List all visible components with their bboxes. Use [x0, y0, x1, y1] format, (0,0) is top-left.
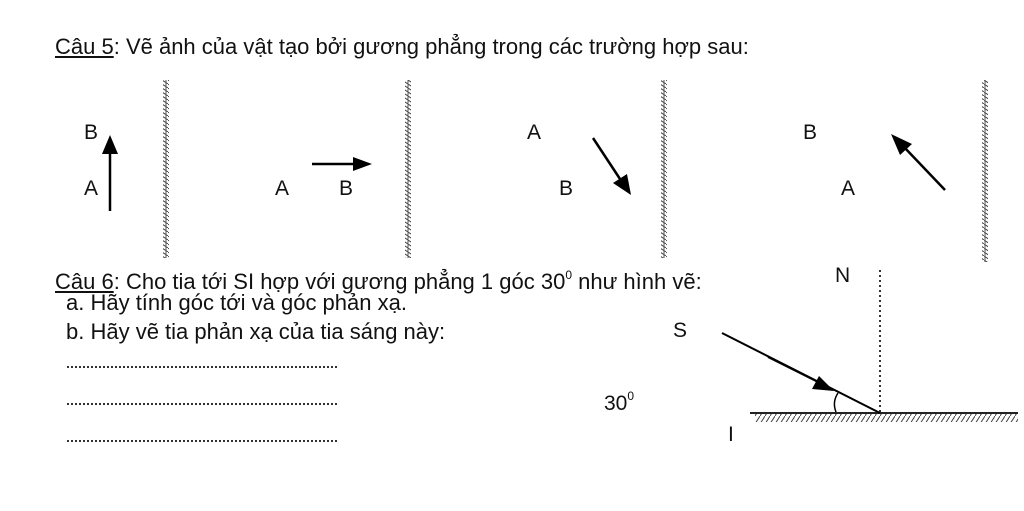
q5-label: Câu 5: [55, 34, 114, 59]
answer-line-1: [67, 366, 337, 368]
mirror-1: [163, 80, 169, 258]
answer-line-3: [67, 440, 337, 442]
label-S: S: [673, 319, 688, 342]
object-arrow-3: [593, 138, 631, 195]
q6-text-before: : Cho tia tới SI hợp với gương phẳng 1 góc 30: [113, 269, 566, 294]
mirror-3: [661, 80, 667, 258]
answer-line-2: [67, 403, 337, 405]
mirror-q6: [750, 413, 1018, 422]
angle-value: 30: [604, 392, 628, 415]
label-I: I: [728, 423, 734, 446]
case4-label-top: B: [803, 121, 818, 144]
case4-label-bottom: A: [841, 177, 856, 200]
case2-label-left: A: [275, 177, 290, 200]
object-arrow-1: [102, 135, 118, 211]
case3-label-bottom: B: [559, 177, 574, 200]
q5-text: : Vẽ ảnh của vật tạo bởi gương phẳng trong các trường hợp sau:: [113, 34, 749, 59]
mirror-2: [405, 80, 411, 258]
q6-text-after: như hình vẽ:: [572, 269, 702, 294]
case1-label-top: B: [84, 121, 99, 144]
angle-degree: 0: [627, 389, 635, 403]
q6-label: Câu 6: [55, 269, 114, 294]
angle-arc: [834, 393, 838, 412]
case1-label-bottom: A: [84, 177, 99, 200]
object-arrow-2: [312, 157, 372, 171]
q6-degree: 0: [565, 268, 572, 282]
mirror-4: [982, 80, 988, 262]
q6-item-a: a. Hãy tính góc tới và góc phản xạ.: [66, 290, 407, 315]
angle-label: [604, 384, 634, 416]
case2-label-right: B: [339, 177, 354, 200]
object-arrow-4: [891, 134, 945, 190]
q6-item-b: b. Hãy vẽ tia phản xạ của tia sáng này:: [66, 319, 446, 344]
incident-ray: [722, 333, 880, 413]
case3-label-top: A: [527, 121, 542, 144]
label-N: N: [835, 264, 851, 287]
